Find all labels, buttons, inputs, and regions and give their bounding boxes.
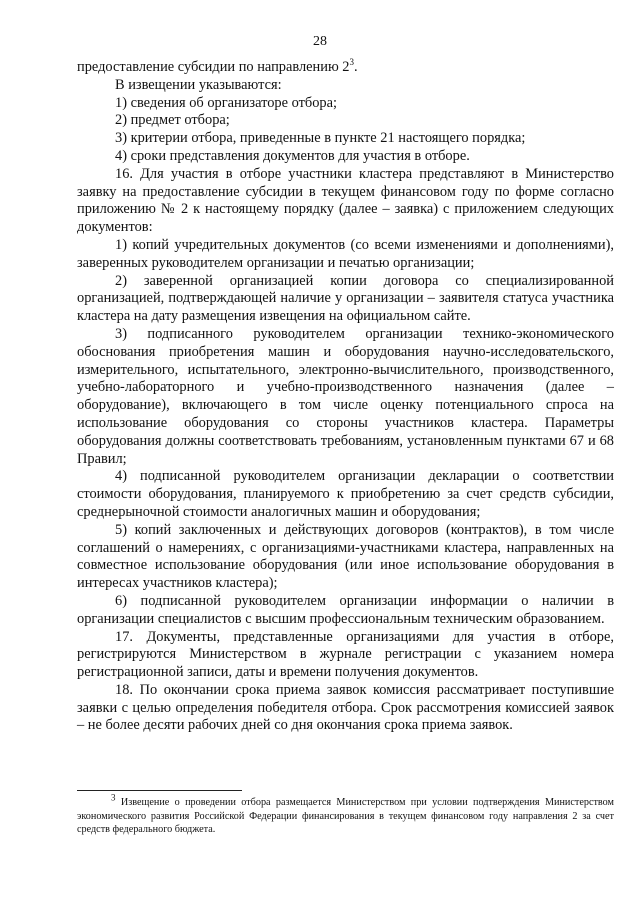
doc-item-2: 2) заверенной организацией копии договора со специализированной организацией, подтверждающей наличие у организации – заявителя статуса участника кластера на дату размещения извещения на официальном сайте. (77, 272, 614, 325)
continuation-end: . (354, 59, 358, 75)
list-item-deadlines: 4) сроки представления документов для участия в отборе. (115, 147, 470, 164)
paragraph-16: 16. Для участия в отборе участники кластера представляют в Министерство заявку на предоставление субсидии в текущем финансовом году по форме согласно приложению № 2 к настоящему порядку (далее – заявка) с приложением следующих документов: (77, 165, 614, 236)
continuation-text: предоставление субсидии по направлению 2 (77, 59, 350, 75)
footnote-paragraph (77, 792, 615, 837)
list-item-criteria: 3) критерии отбора, приведенные в пункте 21 настоящего порядка; (115, 130, 526, 147)
paragraph-notice-intro: В извещении указываются: (115, 76, 282, 93)
footnote-reference: 3 (349, 57, 355, 68)
doc-item-5: 5) копий заключенных и действующих договоров (контрактов), в том числе соглашений о намерениях, с организациями-участниками кластера, направленных на совместное использование оборудования (или иное использование оборудования в интересах участников кластера); (77, 521, 614, 592)
paragraph-17: 17. Документы, представленные организациями для участия в отборе, регистрируются Министерством в журнале регистрации с указанием номера регистрационной записи, даты и времени получения документов. (77, 628, 614, 681)
list-item-organizer: 1) сведения об организаторе отбора; (115, 94, 337, 111)
footnote (77, 792, 615, 837)
footnote-text: Извещение о проведении отбора размещается Министерством при условии подтверждения Министерством экономического развития Российской Федерации финансирования в текущем финансовом году направления 2 за счет средств федерального бюджета. (77, 797, 615, 836)
paragraph-18: 18. По окончании срока приема заявок комиссия рассматривает поступившие заявки с целью определения победителя отбора. Срок рассмотрения комиссией заявок – не более десяти рабочих дней со дня окончания срока приема заявок. (77, 681, 614, 734)
footnote-marker: 3 (111, 792, 116, 803)
doc-item-4: 4) подписанной руководителем организации декларации о соответствии стоимости оборудования, планируемого к приобретению за счет средств субсидии, среднерыночной стоимости аналогичных машин и оборудования; (77, 468, 614, 520)
page-number: 28 (313, 34, 327, 49)
body-text (77, 59, 614, 735)
doc-item-6: 6) подписанной руководителем организации информации о наличии в организации специалистов с высшим профессиональным техническим образованием. (77, 592, 614, 627)
doc-item-3: 3) подписанного руководителем организации технико-экономического обоснования приобретения машин и оборудования научно-исследовательского, измерительного, испытательного, электронно-вычислительного, производственного, учебно-лабораторного и учебно-производственного назначения (далее – оборудование), включающего в том числе оценку потенциального спроса на использование оборудования со стороны участников кластера. Параметры оборудования должны соответствовать требованиям, установленным пунктами 67 и 68 Правил; (77, 325, 614, 467)
paragraph-continuation (77, 59, 614, 77)
footnote-divider (77, 790, 242, 791)
list-item-subject: 2) предмет отбора; (115, 112, 230, 129)
doc-item-1: 1) копий учредительных документов (со всеми изменениями и дополнениями), заверенных руководителем организации и печатью организации; (77, 236, 614, 271)
